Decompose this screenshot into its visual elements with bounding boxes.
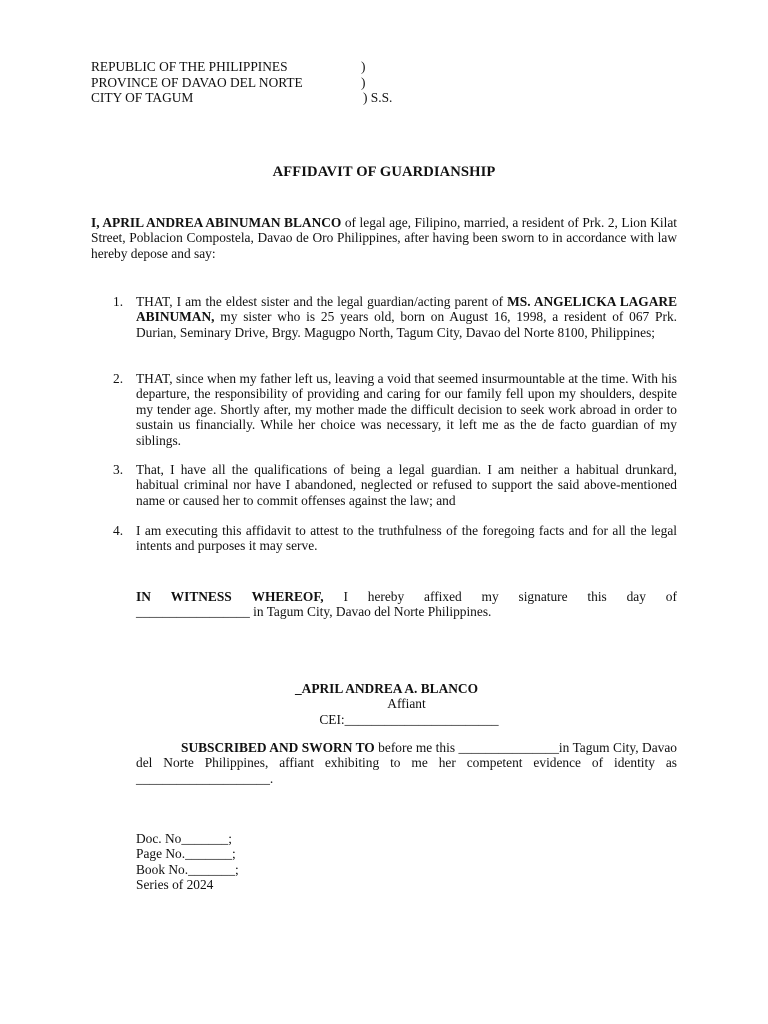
affiant-cei-line: CEI:_______________________ — [319, 711, 499, 727]
witness-first-line — [136, 589, 677, 604]
venue-province: PROVINCE OF DAVAO DEL NORTE — [91, 75, 303, 90]
venue-city: CITY OF TAGUM — [91, 90, 194, 105]
witness-word: this — [587, 589, 607, 604]
item-2-text: THAT, since when my father left us, leaving a void that seemed insurmountable at the time. With his departure, the responsibility of providing and caring for our family fell upon my shoulders, despite my tender age. Shortly after, my mother made the difficult decision to seek work abroad in order to sustain us financially. While her choice was necessary, it left me as the de facto guardian of my siblings. — [136, 371, 677, 448]
affiant-role: Affiant — [387, 696, 426, 712]
document-title: AFFIDAVIT OF GUARDIANSHIP — [272, 164, 496, 180]
page-number: Page No._______; — [136, 846, 236, 862]
venue-country: REPUBLIC OF THE PHILIPPINES — [91, 59, 288, 74]
jurat-heading: SUBSCRIBED AND SWORN TO — [181, 740, 375, 755]
jurat-paragraph — [136, 740, 677, 786]
witness-word: signature — [518, 589, 568, 604]
affiant-full-name: I, APRIL ANDREA ABINUMAN BLANCO — [91, 215, 342, 230]
witness-word: my — [481, 589, 499, 604]
book-number: Book No._______; — [136, 861, 239, 877]
witness-word: WHEREOF, — [251, 589, 324, 604]
venue-paren-1: ) — [361, 59, 366, 74]
item-4-text: I am executing this affidavit to attest to the truthfulness of the foregoing facts and for all the legal intents and purposes it may serve. — [136, 523, 677, 554]
notarial-register — [136, 831, 239, 893]
witness-word: IN — [136, 589, 151, 604]
list-item-2 — [113, 371, 677, 448]
series-year: Series of 2024 — [136, 877, 214, 893]
witness-word: of — [665, 589, 677, 604]
item-1-text-pre: THAT, I am the eldest sister and the legal guardian/acting parent of — [136, 294, 508, 309]
item-3-text: That, I have all the qualifications of being a legal guardian. I am neither a habitual drunkard, habitual criminal nor have I abandoned, neglected or refused to support the said above-mentioned name or caused her to commit offenses against the law; and — [136, 462, 677, 508]
witness-word: hereby — [367, 589, 405, 604]
jurat-text: before me this _______________in Tagum City, Davao del Norte Philippines, affiant exhibiting to me her competent evidence of identity as ____________________. — [136, 740, 677, 786]
list-number: 2. — [113, 371, 124, 386]
list-item-1 — [113, 294, 677, 340]
ward-name: MS. ANGELICKA LAGARE ABINUMAN, — [136, 294, 677, 325]
venue-paren-2: ) — [361, 75, 366, 90]
witness-clause — [136, 589, 677, 620]
doc-number: Doc. No_______; — [136, 831, 232, 846]
affiant-signature-block — [0, 681, 768, 727]
witness-word: affixed — [424, 589, 462, 604]
list-number: 4. — [113, 523, 124, 538]
witness-word: day — [626, 589, 646, 604]
list-item-3 — [113, 462, 677, 508]
item-1-text-post: my sister who is 25 years old, born on August 16, 1998, a resident of 067 Prk. Durian, Seminary Drive, Brgy. Magugpo North, Tagum City, Davao del Norte 8100, Philippines; — [136, 309, 677, 340]
witness-word: I — [343, 589, 348, 604]
list-item-4 — [113, 523, 677, 554]
list-number: 3. — [113, 462, 124, 477]
venue-paren-ss: ) S.S. — [363, 90, 393, 105]
witness-word: WITNESS — [170, 589, 232, 604]
intro-paragraph — [91, 215, 677, 261]
affiant-signature-name: _APRIL ANDREA A. BLANCO — [294, 681, 479, 696]
witness-second-line: _________________ in Tagum City, Davao del Norte Philippines. — [136, 604, 492, 620]
list-number: 1. — [113, 294, 124, 309]
intro-text: of legal age, Filipino, married, a resident of Prk. 2, Lion Kilat Street, Poblacion Compostela, Davao de Oro Philippines, after having been sworn to in accordance with law hereby depose and say: — [91, 215, 677, 261]
